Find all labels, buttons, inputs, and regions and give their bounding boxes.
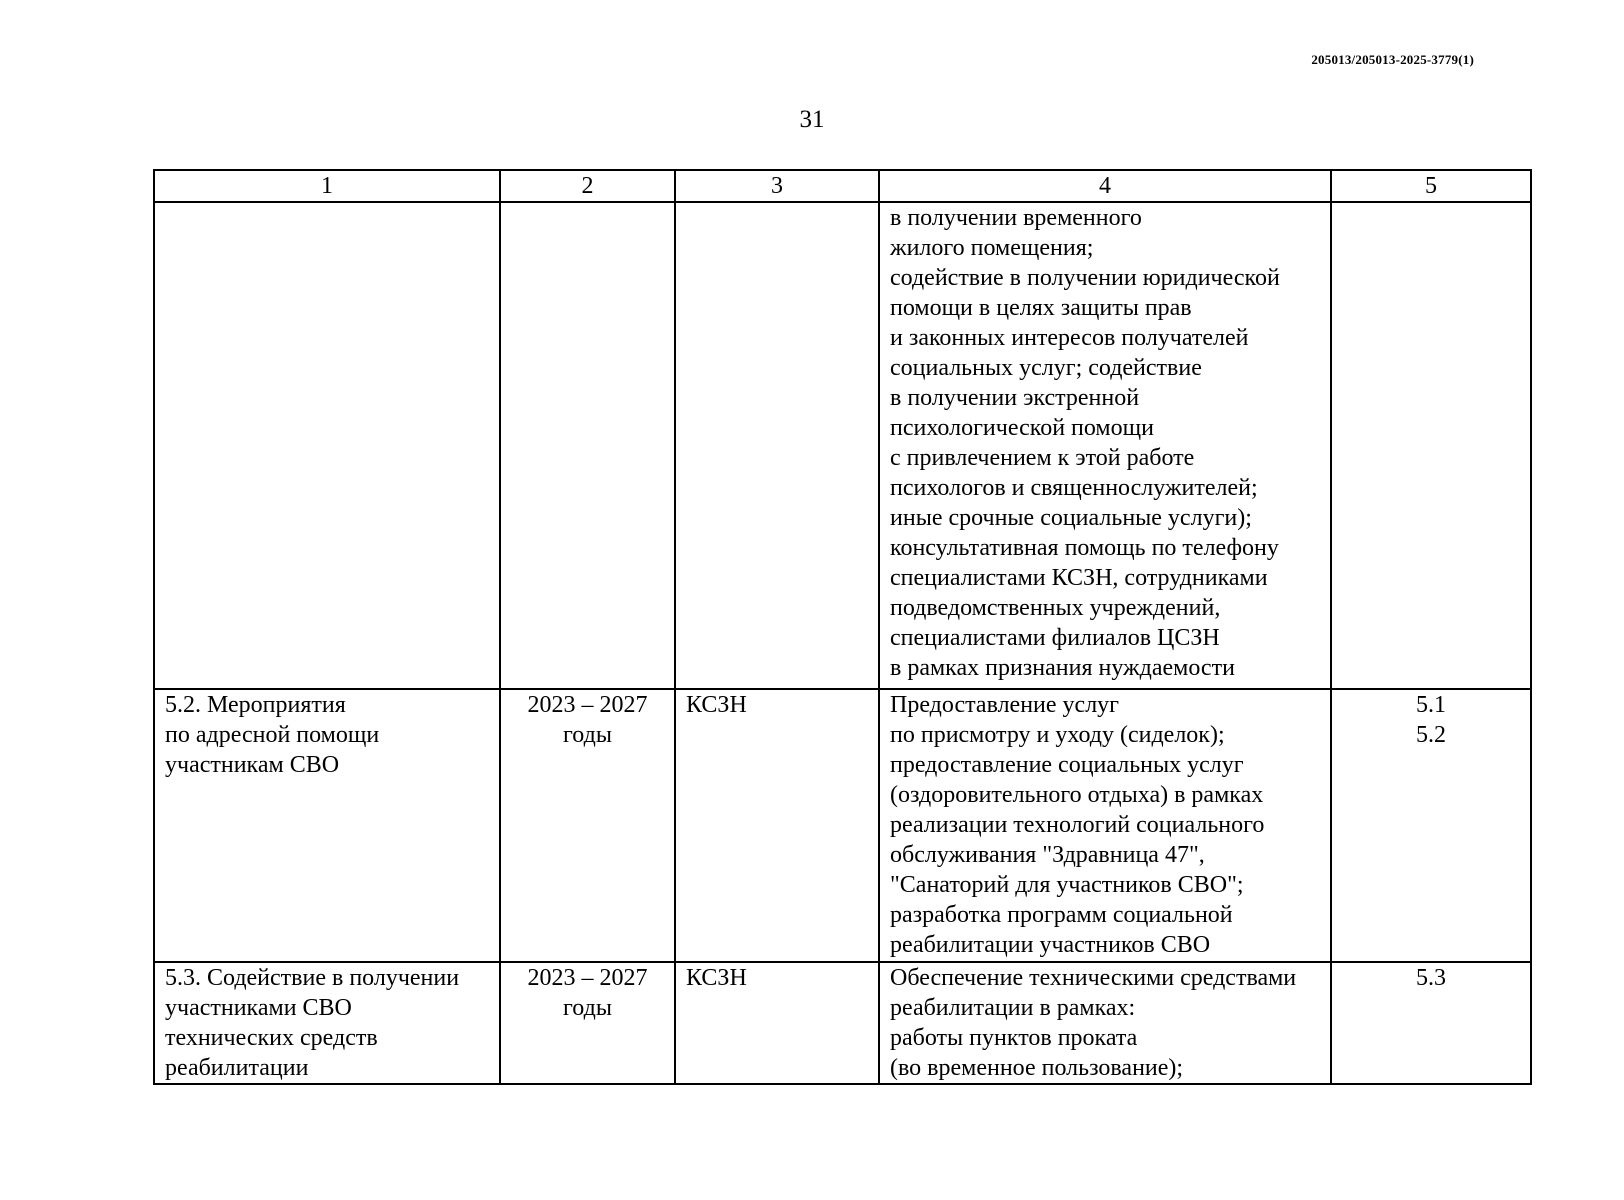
cell-measure-name [154, 962, 500, 1084]
cell-indicator [1331, 202, 1531, 689]
column-header-1: 1 [154, 170, 500, 202]
cell-text-line: в получении экстренной [890, 385, 1140, 411]
cell-text-line: реабилитации в рамках: [890, 995, 1136, 1021]
cell-text-line: 5.3. Содействие в получении [165, 965, 460, 991]
cell-text-line: обслуживания "Здравница 47", [890, 842, 1205, 868]
cell-text-line: и законных интересов получателей [890, 325, 1249, 351]
cell-indicator [1331, 962, 1531, 1084]
cell-text-line: Предоставление услуг [890, 692, 1120, 718]
table-row [154, 689, 1531, 962]
cell-measure-name [154, 689, 500, 962]
cell-text-line: социальных услуг; содействие [890, 355, 1202, 381]
cell-text-line: КСЗН [686, 692, 747, 718]
cell-text-line: технических средств [165, 1025, 378, 1051]
cell-text-line: 5.2. Мероприятия [165, 692, 346, 718]
column-header-2: 2 [500, 170, 675, 202]
cell-text-line: в получении временного [890, 205, 1142, 231]
cell-text-line: "Санаторий для участников СВО"; [890, 872, 1244, 898]
cell-description [879, 689, 1331, 962]
cell-text-line: (оздоровительного отдыха) в рамках [890, 782, 1264, 808]
cell-text-line: психологов и священнослужителей; [890, 475, 1258, 501]
cell-executor [675, 689, 879, 962]
cell-text-line: содействие в получении юридической [890, 265, 1280, 291]
cell-text-line: (во временное пользование); [890, 1055, 1184, 1081]
measures-table [153, 169, 1532, 1085]
cell-description [879, 962, 1331, 1084]
cell-text-line: предоставление социальных услуг [890, 752, 1244, 778]
cell-text-line: жилого помещения; [890, 235, 1094, 261]
cell-text-line: 5.1 [1416, 692, 1446, 718]
cell-text-line: разработка программ социальной [890, 902, 1233, 928]
cell-period [500, 962, 675, 1084]
column-header-5: 5 [1331, 170, 1531, 202]
cell-text-line: 2023 – 2027 [527, 692, 648, 718]
cell-indicator [1331, 689, 1531, 962]
cell-text-line: в рамках признания нуждаемости [890, 655, 1235, 681]
cell-text-line: годы [563, 722, 612, 748]
table-body [154, 202, 1531, 1084]
cell-text-line: специалистами филиалов ЦСЗН [890, 625, 1220, 651]
cell-text-line: подведомственных учреждений, [890, 595, 1221, 621]
column-header-4: 4 [879, 170, 1331, 202]
cell-text-line: по присмотру и уходу (сиделок); [890, 722, 1225, 748]
cell-measure-name [154, 202, 500, 689]
cell-text-line: специалистами КСЗН, сотрудниками [890, 565, 1268, 591]
cell-period [500, 202, 675, 689]
cell-text-line: реабилитации [165, 1055, 309, 1081]
cell-period [500, 689, 675, 962]
column-header-3: 3 [675, 170, 879, 202]
cell-executor [675, 962, 879, 1084]
cell-text-line: участникам СВО [165, 752, 340, 778]
page-number: 31 [799, 106, 825, 133]
cell-text-line: годы [563, 995, 612, 1021]
table-row [154, 202, 1531, 689]
cell-text-line: 5.2 [1416, 722, 1446, 748]
cell-text-line: участниками СВО [165, 995, 352, 1021]
table-row [154, 962, 1531, 1084]
cell-text-line: работы пунктов проката [890, 1025, 1138, 1051]
cell-text-line: Обеспечение техническими средствами [890, 965, 1297, 991]
cell-text-line: с привлечением к этой работе [890, 445, 1195, 471]
cell-text-line: КСЗН [686, 965, 747, 991]
cell-description [879, 202, 1331, 689]
cell-text-line: 5.3 [1416, 965, 1446, 991]
cell-text-line: 2023 – 2027 [527, 965, 648, 991]
cell-text-line: реабилитации участников СВО [890, 932, 1211, 958]
cell-text-line: по адресной помощи [165, 722, 380, 748]
cell-text-line: психологической помощи [890, 415, 1154, 441]
cell-text-line: помощи в целях защиты прав [890, 295, 1192, 321]
cell-executor [675, 202, 879, 689]
cell-text-line: консультативная помощь по телефону [890, 535, 1279, 561]
document-id: 205013/205013-2025-3779(1) [1311, 52, 1474, 67]
cell-text-line: иные срочные социальные услуги); [890, 505, 1252, 531]
cell-text-line: реализации технологий социального [890, 812, 1265, 838]
table-header-row [154, 170, 1531, 202]
